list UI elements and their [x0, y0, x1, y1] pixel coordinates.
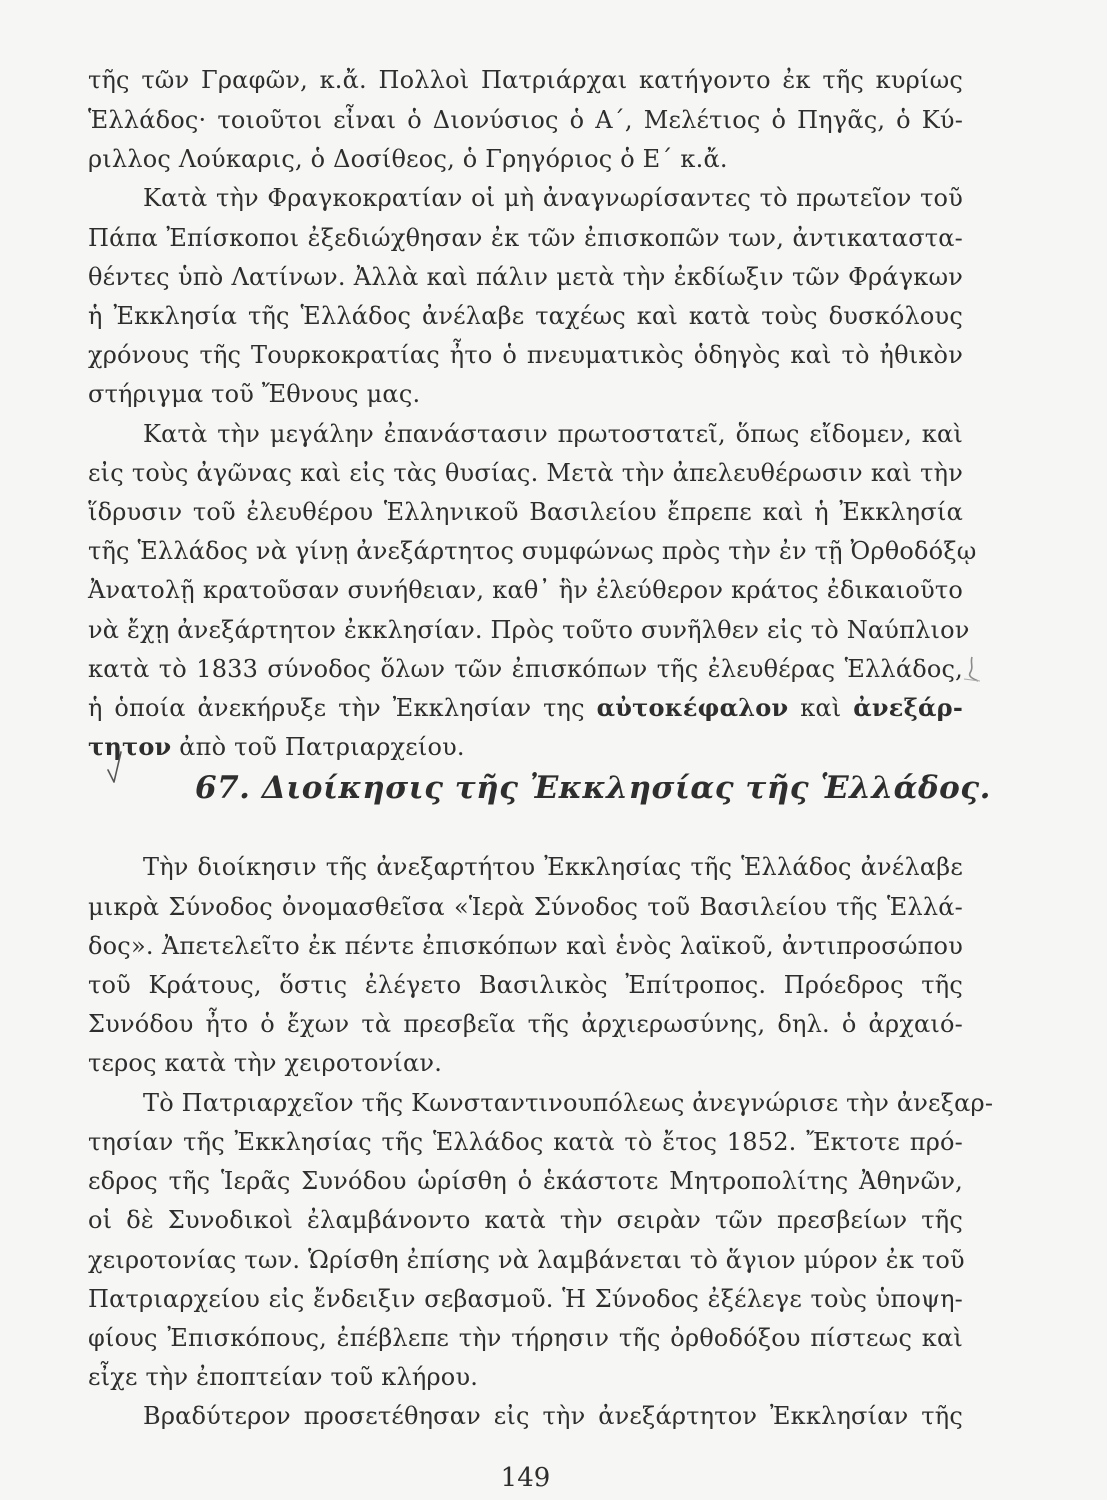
text-line-25: Τὸ Πατριαρχεῖον τῆς Κωνσταντινουπόλεως ἀνεγνώρισε τὴν ἀνεξαρ- — [143, 1089, 994, 1117]
text-line-18-rest: ἀπὸ τοῦ Πατριαρχείου. — [179, 733, 465, 761]
text-line-17-mid: καὶ — [800, 694, 842, 722]
text-line-3: ριλλος Λούκαρις, ὁ Δοσίθεος, ὁ Γρηγόριος ὁ Ε΄ κ.ἄ. — [88, 145, 728, 173]
document-page — [88, 0, 994, 1500]
text-line-30: Πατριαρχείου εἰς ἔνδειξιν σεβασμοῦ. Ἡ Σύνοδος ἐξέλεγε τοὺς ὑποψη- — [88, 1285, 963, 1313]
text-line-20: μικρὰ Σύνοδος ὀνομασθεῖσα «Ἱερὰ Σύνοδος τοῦ Βασιλείου τῆς Ἑλλά- — [88, 893, 963, 921]
text-line-14: Ἀνατολῇ κρατοῦσαν συνήθειαν, καθ᾽ ἣν ἐλεύθερον κράτος ἐδικαιοῦτο — [88, 576, 963, 604]
text-line-8: χρόνους τῆς Τουρκοκρατίας ἦτο ὁ πνευματικὸς ὁδηγὸς καὶ τὸ ἠθικὸν — [88, 341, 963, 369]
text-line-13: τῆς Ἑλλάδος νὰ γίνῃ ἀνεξάρτητος συμφώνως πρὸς τὴν ἐν τῇ Ὀρθοδόξῳ — [88, 537, 977, 565]
text-line-28: οἱ δὲ Συνοδικοὶ ἐλαμβάνοντο κατὰ τὴν σειρὰν τῶν πρεσβείων τῆς — [88, 1206, 963, 1234]
text-line-27: εδρος τῆς Ἱερᾶς Συνόδου ὡρίσθη ὁ ἑκάστοτε Μητροπολίτης Ἀθηνῶν, — [88, 1167, 963, 1195]
page-number: 149 — [500, 1463, 551, 1493]
text-line-17 — [88, 692, 963, 724]
text-line-1: τῆς τῶν Γραφῶν, κ.ἄ. Πολλοὶ Πατριάρχαι κατήγοντο ἐκ τῆς κυρίως — [88, 66, 963, 94]
text-line-22: τοῦ Κράτους, ὅστις ἐλέγετο Βασιλικὸς Ἐπίτροπος. Πρόεδρος τῆς — [88, 971, 963, 999]
text-line-24: τερος κατὰ τὴν χειροτονίαν. — [88, 1049, 443, 1077]
text-line-4: Κατὰ τὴν Φραγκοκρατίαν οἱ μὴ ἀναγνωρίσαντες τὸ πρωτεῖον τοῦ — [143, 184, 963, 212]
text-line-17-start: ἡ ὁποία ἀνεκήρυξε τὴν Ἐκκλησίαν της — [88, 694, 585, 722]
text-line-32: εἶχε τὴν ἐποπτείαν τοῦ κλήρου. — [88, 1363, 479, 1391]
handwritten-check-icon — [106, 750, 124, 784]
text-line-23: Συνόδου ἦτο ὁ ἔχων τὰ πρεσβεῖα τῆς ἀρχιερωσύνης, δηλ. ὁ ἀρχαιό- — [88, 1010, 963, 1038]
text-line-31: φίους Ἐπισκόπους, ἐπέβλεπε τὴν τήρησιν τῆς ὀρθοδόξου πίστεως καὶ — [88, 1324, 963, 1352]
text-line-33: Βραδύτερον προσετέθησαν εἰς τὴν ἀνεξάρτητον Ἐκκλησίαν τῆς — [143, 1402, 963, 1430]
text-line-11: εἰς τοὺς ἀγῶνας καὶ εἰς τὰς θυσίας. Μετὰ τὴν ἀπελευθέρωσιν καὶ τὴν — [88, 459, 963, 487]
bold-term-autokefalon: αὐτοκέφαλον — [596, 693, 789, 722]
text-line-9: στήριγμα τοῦ Ἔθνους μας. — [88, 380, 421, 408]
pencil-smudge-icon — [960, 655, 982, 683]
text-line-15: νὰ ἔχῃ ἀνεξάρτητον ἐκκλησίαν. Πρὸς τοῦτο συνῆλθεν εἰς τὸ Ναύπλιον — [88, 616, 970, 644]
bold-term-anexartiton-start: ἀνεξάρ- — [853, 693, 963, 722]
text-line-19: Τὴν διοίκησιν τῆς ἀνεξαρτήτου Ἐκκλησίας τῆς Ἑλλάδος ἀνέλαβε — [143, 853, 963, 881]
text-line-10: Κατὰ τὴν μεγάλην ἐπανάστασιν πρωτοστατεῖ, ὅπως εἴδομεν, καὶ — [143, 420, 963, 448]
text-line-21: δος». Ἀπετελεῖτο ἐκ πέντε ἐπισκόπων καὶ ἑνὸς λαϊκοῦ, ἀντιπροσώπου — [88, 932, 963, 960]
text-line-29: χειροτονίας των. Ὡρίσθη ἐπίσης νὰ λαμβάνεται τὸ ἅγιον μύρον ἐκ τοῦ — [88, 1246, 965, 1274]
text-line-18 — [88, 731, 963, 763]
text-line-6: θέντες ὑπὸ Λατίνων. Ἀλλὰ καὶ πάλιν μετὰ τὴν ἐκδίωξιν τῶν Φράγκων — [88, 263, 963, 291]
text-line-7: ἡ Ἐκκλησία τῆς Ἑλλάδος ἀνέλαβε ταχέως καὶ κατὰ τοὺς δυσκόλους — [88, 302, 963, 330]
text-line-16: κατὰ τὸ 1833 σύνοδος ὅλων τῶν ἐπισκόπων τῆς ἐλευθέρας Ἑλλάδος, — [88, 655, 963, 683]
text-line-2: Ἑλλάδος· τοιοῦτοι εἶναι ὁ Διονύσιος ὁ Α΄, Μελέτιος ὁ Πηγᾶς, ὁ Κύ- — [88, 106, 963, 134]
section-heading: 67. Διοίκησις τῆς Ἐκκλησίας τῆς Ἑλλάδος. — [195, 770, 991, 806]
text-line-12: ἵδρυσιν τοῦ ἐλευθέρου Ἑλληνικοῦ Βασιλείου ἔπρεπε καὶ ἡ Ἐκκλησία — [88, 498, 963, 526]
bold-term-anexartiton-end: τητον — [88, 732, 172, 761]
text-line-5: Πάπα Ἐπίσκοποι ἐξεδιώχθησαν ἐκ τῶν ἐπισκοπῶν των, ἀντικαταστα- — [88, 224, 963, 252]
text-line-26: τησίαν τῆς Ἐκκλησίας τῆς Ἑλλάδος κατὰ τὸ ἔτος 1852. Ἔκτοτε πρό- — [88, 1128, 963, 1156]
